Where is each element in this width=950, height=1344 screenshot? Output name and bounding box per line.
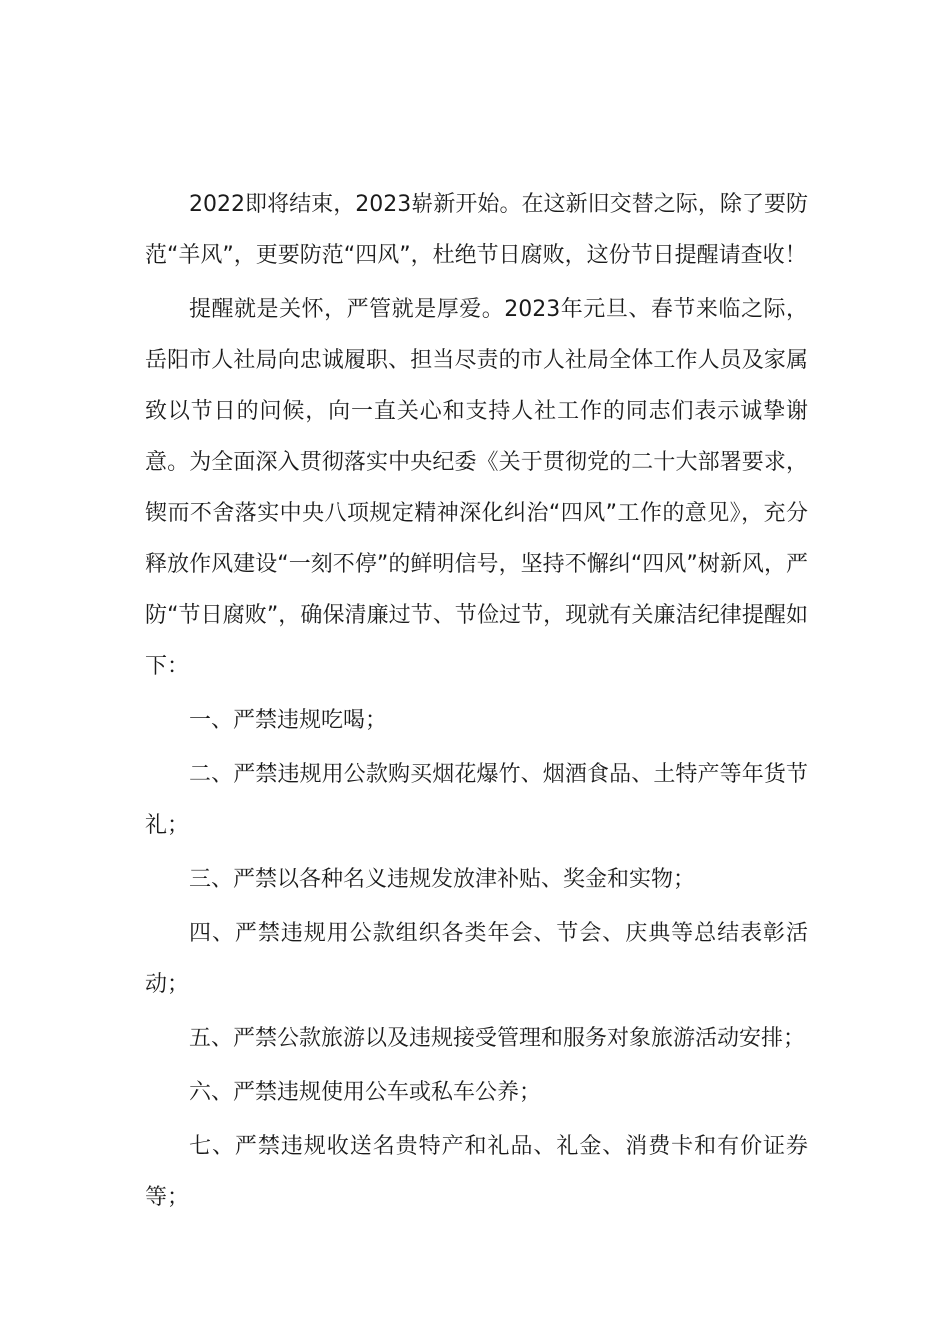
rule-item-4: 四、严禁违规用公款组织各类年会、节会、庆典等总结表彰活动； (145, 921, 808, 997)
rule-item-2: 二、严禁违规用公款购买烟花爆竹、烟酒食品、土特产等年货节礼； (145, 762, 808, 838)
rule-item-3: 三、严禁以各种名义违规发放津补贴、奖金和实物； (189, 867, 696, 892)
rule-item-6: 六、严禁违规使用公车或私车公养； (189, 1080, 542, 1105)
reminder-paragraph: 提醒就是关怀，严管就是厚爱。2023年元旦、春节来临之际，岳阳市人社局向忠诚履职、担当尽责的市人社局全体工作人员及家属致以节日的问候，向一直关心和支持人社工作的同志们表示诚挚谢意。为全面深入贯彻落实中央纪委《关于贯彻党的二十大部署要求，锲而不舍落实中央八项规定精神深化纠治“四风”工作的意见》，充分释放作风建设“一刻不停”的鲜明信号，坚持不懈纠“四风”树新风，严防“节日腐败”，确保清廉过节、节俭过节，现就有关廉洁纪律提醒如下： (145, 297, 808, 679)
intro-paragraph: 2022即将结束，2023崭新开始。在这新旧交替之际，除了要防范“羊风”，更要防范“四风”，杜绝节日腐败，这份节日提醒请查收！ (145, 192, 808, 268)
document-body (145, 179, 808, 1226)
rule-item-1: 一、严禁违规吃喝； (189, 708, 388, 733)
rule-item-5: 五、严禁公款旅游以及违规接受管理和服务对象旅游活动安排； (189, 1026, 806, 1051)
rule-item-7: 七、严禁违规收送名贵特产和礼品、礼金、消费卡和有价证券等； (145, 1134, 808, 1210)
